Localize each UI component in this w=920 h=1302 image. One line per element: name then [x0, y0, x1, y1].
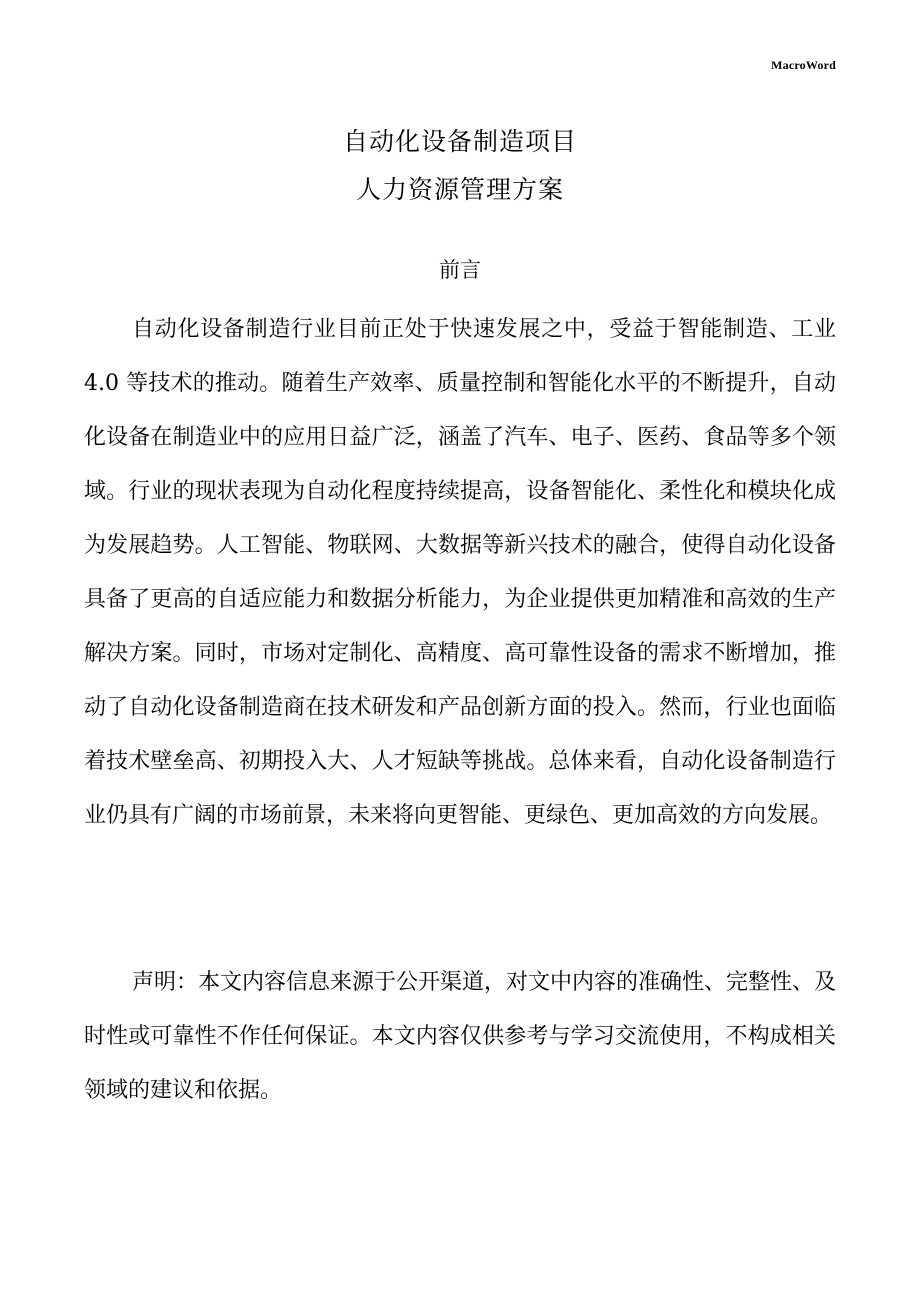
header-brand: MacroWord	[771, 58, 836, 72]
title-line-2: 人力资源管理方案	[355, 175, 564, 204]
disclaimer-paragraph: 声明：本文内容信息来源于公开渠道，对文中内容的准确性、完整性、及时性或可靠性不作任何保证。本文内容仅供参考与学习交流使用，不构成相关领域的建议和依据。	[84, 970, 837, 1103]
document-title	[0, 118, 920, 214]
preface-heading: 前言	[439, 258, 481, 282]
title-line-1: 自动化设备制造项目	[342, 127, 577, 156]
preface-paragraph: 自动化设备制造行业目前正处于快速发展之中，受益于智能制造、工业 4.0 等技术的推动。随着生产效率、质量控制和智能化水平的不断提升，自动化设备在制造业中的应用日益广泛，涵盖了汽车、电子、医药、食品等多个领域。行业的现状表现为自动化程度持续提高，设备智能化、柔性化和模块化成为发展趋势。人工智能、物联网、大数据等新兴技术的融合，使得自动化设备具备了更高的自适应能力和数据分析能力，为企业提供更加精准和高效的生产解决方案。同时，市场对定制化、高精度、高可靠性设备的需求不断增加，推动了自动化设备制造商在技术研发和产品创新方面的投入。然而，行业也面临着技术壁垒高、初期投入大、人才短缺等挑战。总体来看，自动化设备制造行业仍具有广阔的市场前景，未来将向更智能、更绿色、更加高效的方向发展。	[84, 317, 836, 828]
